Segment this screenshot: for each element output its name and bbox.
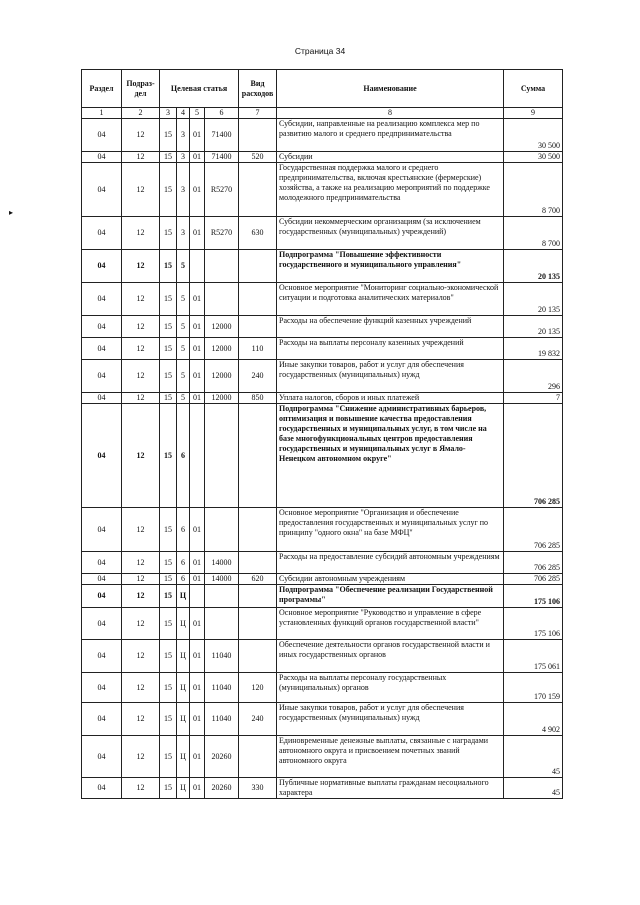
cell-podrazdel: 12 [122, 585, 160, 608]
cell-sum: 4 902 [504, 703, 563, 736]
cell-vid-code: 240 [239, 703, 277, 736]
cell-razdel: 04 [82, 574, 122, 585]
cell-podrazdel: 12 [122, 508, 160, 552]
cell-sum: 706 285 [504, 574, 563, 585]
cell-gp-code: 15 [160, 640, 177, 673]
cell-direction-code [205, 250, 239, 283]
cell-gp-code: 15 [160, 360, 177, 393]
cell-direction-code: 20260 [205, 736, 239, 778]
cell-pp-code: 6 [177, 574, 190, 585]
cell-razdel: 04 [82, 673, 122, 703]
cell-podrazdel: 12 [122, 673, 160, 703]
header-vid-rashodov: Вид расходов [239, 70, 277, 108]
table-row [82, 585, 563, 608]
cell-pp-code: 5 [177, 393, 190, 404]
cell-vid-code [239, 736, 277, 778]
cell-direction-code [205, 608, 239, 640]
header-celevaya-statya: Целевая статья [160, 70, 239, 108]
cell-direction-code [205, 283, 239, 316]
cell-om-code: 01 [190, 552, 205, 574]
cell-gp-code: 15 [160, 152, 177, 163]
cell-razdel: 04 [82, 404, 122, 508]
cell-pp-code: Ц [177, 736, 190, 778]
cell-direction-code [205, 508, 239, 552]
cell-direction-code: 11040 [205, 703, 239, 736]
table-header-row [82, 70, 563, 108]
cell-podrazdel: 12 [122, 703, 160, 736]
column-number: 5 [190, 108, 205, 119]
cell-name: Расходы на обеспечение функций казенных учреждений [277, 316, 504, 338]
cell-podrazdel: 12 [122, 152, 160, 163]
table-row [82, 163, 563, 217]
cell-razdel: 04 [82, 163, 122, 217]
cell-pp-code: 6 [177, 508, 190, 552]
cell-pp-code: Ц [177, 585, 190, 608]
cell-om-code: 01 [190, 163, 205, 217]
cell-podrazdel: 12 [122, 217, 160, 250]
cell-podrazdel: 12 [122, 736, 160, 778]
cell-pp-code: Ц [177, 608, 190, 640]
cell-om-code: 01 [190, 736, 205, 778]
header-summa: Сумма [504, 70, 563, 108]
column-number: 8 [277, 108, 504, 119]
cell-direction-code: 20260 [205, 778, 239, 799]
cell-vid-code [239, 508, 277, 552]
cell-name: Основное мероприятие "Организация и обеспечение предоставления государственных и муниципальных услуг по принципу "одного окна" на базе МФЦ" [277, 508, 504, 552]
table-row [82, 283, 563, 316]
table-row [82, 608, 563, 640]
cell-om-code: 01 [190, 508, 205, 552]
cell-pp-code: Ц [177, 673, 190, 703]
cell-gp-code: 15 [160, 119, 177, 152]
cell-sum: 45 [504, 736, 563, 778]
table-row [82, 152, 563, 163]
cell-vid-code [239, 640, 277, 673]
cell-direction-code [205, 404, 239, 508]
cell-name: Уплата налогов, сборов и иных платежей [277, 393, 504, 404]
cell-gp-code: 15 [160, 217, 177, 250]
cell-pp-code: 5 [177, 250, 190, 283]
cell-om-code: 01 [190, 152, 205, 163]
cell-direction-code: 12000 [205, 360, 239, 393]
cell-name: Иные закупки товаров, работ и услуг для обеспечения государственных (муниципальных) нужд [277, 360, 504, 393]
cell-pp-code: 3 [177, 152, 190, 163]
cell-direction-code: R5270 [205, 163, 239, 217]
cell-direction-code: R5270 [205, 217, 239, 250]
cell-pp-code: Ц [177, 640, 190, 673]
page-number-label: Страница 34 [294, 46, 346, 56]
cell-pp-code: 3 [177, 163, 190, 217]
column-number: 1 [82, 108, 122, 119]
cell-gp-code: 15 [160, 778, 177, 799]
margin-mark: ▸ [9, 208, 14, 217]
cell-podrazdel: 12 [122, 778, 160, 799]
cell-sum: 170 159 [504, 673, 563, 703]
cell-vid-code [239, 283, 277, 316]
table-row [82, 393, 563, 404]
cell-sum: 706 285 [504, 404, 563, 508]
header-naimenovanie: Наименование [277, 70, 504, 108]
cell-name: Подпрограмма "Обеспечение реализации Государственной программы" [277, 585, 504, 608]
table-row [82, 574, 563, 585]
cell-pp-code: 6 [177, 552, 190, 574]
cell-om-code: 01 [190, 640, 205, 673]
cell-podrazdel: 12 [122, 404, 160, 508]
cell-gp-code: 15 [160, 404, 177, 508]
cell-gp-code: 15 [160, 393, 177, 404]
cell-name: Субсидии [277, 152, 504, 163]
cell-razdel: 04 [82, 338, 122, 360]
cell-sum: 20 135 [504, 250, 563, 283]
cell-gp-code: 15 [160, 283, 177, 316]
cell-vid-code: 620 [239, 574, 277, 585]
header-razdel: Раздел [82, 70, 122, 108]
cell-sum: 175 106 [504, 585, 563, 608]
cell-name: Публичные нормативные выплаты гражданам несоциального характера [277, 778, 504, 799]
cell-sum: 7 [504, 393, 563, 404]
cell-podrazdel: 12 [122, 338, 160, 360]
cell-pp-code: 5 [177, 283, 190, 316]
table-row [82, 640, 563, 673]
column-number: 4 [177, 108, 190, 119]
cell-direction-code: 12000 [205, 393, 239, 404]
header-podrazdel: Подраз-дел [122, 70, 160, 108]
cell-name: Субсидии автономным учреждениям [277, 574, 504, 585]
cell-pp-code: 5 [177, 338, 190, 360]
table-row [82, 217, 563, 250]
cell-om-code: 01 [190, 217, 205, 250]
cell-sum: 19 832 [504, 338, 563, 360]
cell-sum: 20 135 [504, 283, 563, 316]
table-row [82, 673, 563, 703]
cell-om-code [190, 585, 205, 608]
cell-razdel: 04 [82, 778, 122, 799]
cell-sum: 30 500 [504, 152, 563, 163]
cell-razdel: 04 [82, 393, 122, 404]
cell-razdel: 04 [82, 283, 122, 316]
cell-podrazdel: 12 [122, 360, 160, 393]
cell-name: Расходы на выплаты персоналу казенных учреждений [277, 338, 504, 360]
cell-pp-code: 5 [177, 360, 190, 393]
cell-vid-code: 110 [239, 338, 277, 360]
cell-gp-code: 15 [160, 703, 177, 736]
cell-podrazdel: 12 [122, 574, 160, 585]
column-number: 6 [205, 108, 239, 119]
table-row [82, 316, 563, 338]
cell-sum: 706 285 [504, 552, 563, 574]
cell-direction-code: 71400 [205, 152, 239, 163]
cell-gp-code: 15 [160, 673, 177, 703]
cell-name: Расходы на выплаты персоналу государственных (муниципальных) органов [277, 673, 504, 703]
column-number-row [82, 108, 563, 119]
cell-vid-code [239, 163, 277, 217]
table-row [82, 736, 563, 778]
cell-direction-code: 14000 [205, 552, 239, 574]
cell-om-code: 01 [190, 316, 205, 338]
cell-vid-code: 240 [239, 360, 277, 393]
cell-name: Государственная поддержка малого и среднего предпринимательства, включая крестьянские (фермерские) хозяйства, а также на реализацию мероприятий по поддержке молодежного предпринимательства [277, 163, 504, 217]
cell-vid-code: 330 [239, 778, 277, 799]
cell-sum: 175 061 [504, 640, 563, 673]
cell-pp-code: 3 [177, 217, 190, 250]
cell-podrazdel: 12 [122, 250, 160, 283]
table-row [82, 552, 563, 574]
cell-direction-code: 12000 [205, 316, 239, 338]
cell-razdel: 04 [82, 360, 122, 393]
cell-sum: 706 285 [504, 508, 563, 552]
table-row [82, 119, 563, 152]
cell-name: Субсидии, направленные на реализацию комплекса мер по развитию малого и среднего предпринимательства [277, 119, 504, 152]
cell-podrazdel: 12 [122, 552, 160, 574]
table-row [82, 338, 563, 360]
column-number: 2 [122, 108, 160, 119]
cell-vid-code [239, 585, 277, 608]
cell-pp-code: Ц [177, 778, 190, 799]
cell-om-code: 01 [190, 574, 205, 585]
cell-razdel: 04 [82, 217, 122, 250]
table-row [82, 250, 563, 283]
cell-name: Иные закупки товаров, работ и услуг для обеспечения государственных (муниципальных) нужд [277, 703, 504, 736]
cell-sum: 8 700 [504, 163, 563, 217]
cell-om-code: 01 [190, 360, 205, 393]
cell-name: Обеспечение деятельности органов государственной власти и иных государственных органов [277, 640, 504, 673]
column-number: 7 [239, 108, 277, 119]
cell-vid-code [239, 316, 277, 338]
cell-pp-code: 3 [177, 119, 190, 152]
cell-om-code: 01 [190, 119, 205, 152]
cell-sum: 296 [504, 360, 563, 393]
column-number: 3 [160, 108, 177, 119]
column-number: 9 [504, 108, 563, 119]
cell-sum: 175 106 [504, 608, 563, 640]
cell-vid-code: 520 [239, 152, 277, 163]
cell-om-code [190, 250, 205, 283]
cell-om-code: 01 [190, 703, 205, 736]
table-row [82, 404, 563, 508]
cell-name: Подпрограмма "Снижение административных барьеров, оптимизация и повышение качества предоставления государственных и муниципальных услуг, в том числе на базе многофункциональных центров предоставления государственных и муниципальных услуг в Ямало-Ненецком автономном округе" [277, 404, 504, 508]
cell-podrazdel: 12 [122, 640, 160, 673]
cell-om-code: 01 [190, 673, 205, 703]
cell-razdel: 04 [82, 316, 122, 338]
cell-razdel: 04 [82, 608, 122, 640]
cell-pp-code: Ц [177, 703, 190, 736]
cell-pp-code: 6 [177, 404, 190, 508]
cell-gp-code: 15 [160, 736, 177, 778]
cell-gp-code: 15 [160, 338, 177, 360]
cell-sum: 30 500 [504, 119, 563, 152]
cell-direction-code: 12000 [205, 338, 239, 360]
cell-gp-code: 15 [160, 608, 177, 640]
cell-razdel: 04 [82, 552, 122, 574]
cell-gp-code: 15 [160, 585, 177, 608]
cell-vid-code: 630 [239, 217, 277, 250]
cell-razdel: 04 [82, 585, 122, 608]
cell-om-code: 01 [190, 283, 205, 316]
cell-gp-code: 15 [160, 250, 177, 283]
cell-name: Единовременные денежные выплаты, связанные с наградами автономного округа и присвоением почетных званий автономного округа [277, 736, 504, 778]
cell-vid-code [239, 119, 277, 152]
cell-gp-code: 15 [160, 508, 177, 552]
cell-gp-code: 15 [160, 163, 177, 217]
cell-gp-code: 15 [160, 552, 177, 574]
cell-om-code: 01 [190, 778, 205, 799]
budget-table [81, 69, 563, 799]
cell-om-code: 01 [190, 393, 205, 404]
cell-podrazdel: 12 [122, 393, 160, 404]
cell-vid-code [239, 404, 277, 508]
cell-sum: 20 135 [504, 316, 563, 338]
cell-razdel: 04 [82, 119, 122, 152]
cell-name: Основное мероприятие "Мониторинг социально-экономической ситуации и подготовка аналитических материалов" [277, 283, 504, 316]
cell-om-code [190, 404, 205, 508]
cell-razdel: 04 [82, 508, 122, 552]
cell-razdel: 04 [82, 250, 122, 283]
cell-direction-code: 11040 [205, 640, 239, 673]
cell-vid-code: 120 [239, 673, 277, 703]
cell-razdel: 04 [82, 703, 122, 736]
cell-podrazdel: 12 [122, 119, 160, 152]
cell-name: Субсидии некоммерческим организациям (за исключением государственных (муниципальных) учреждений) [277, 217, 504, 250]
cell-podrazdel: 12 [122, 316, 160, 338]
cell-name: Основное мероприятие "Руководство и управление в сфере установленных функций органов государственной власти" [277, 608, 504, 640]
cell-name: Расходы на предоставление субсидий автономным учреждениям [277, 552, 504, 574]
table-body [82, 119, 563, 799]
cell-vid-code: 850 [239, 393, 277, 404]
table-row [82, 778, 563, 799]
cell-direction-code: 14000 [205, 574, 239, 585]
table-row [82, 360, 563, 393]
cell-sum: 45 [504, 778, 563, 799]
cell-podrazdel: 12 [122, 608, 160, 640]
cell-name: Подпрограмма "Повышение эффективности государственного и муниципального управления" [277, 250, 504, 283]
cell-razdel: 04 [82, 640, 122, 673]
cell-razdel: 04 [82, 152, 122, 163]
cell-gp-code: 15 [160, 316, 177, 338]
cell-pp-code: 5 [177, 316, 190, 338]
cell-vid-code [239, 608, 277, 640]
cell-om-code: 01 [190, 338, 205, 360]
cell-podrazdel: 12 [122, 163, 160, 217]
cell-om-code: 01 [190, 608, 205, 640]
cell-direction-code [205, 585, 239, 608]
cell-gp-code: 15 [160, 574, 177, 585]
cell-direction-code: 71400 [205, 119, 239, 152]
table-row [82, 508, 563, 552]
cell-direction-code: 11040 [205, 673, 239, 703]
table-row [82, 703, 563, 736]
cell-vid-code [239, 552, 277, 574]
cell-sum: 8 700 [504, 217, 563, 250]
cell-vid-code [239, 250, 277, 283]
cell-podrazdel: 12 [122, 283, 160, 316]
cell-razdel: 04 [82, 736, 122, 778]
